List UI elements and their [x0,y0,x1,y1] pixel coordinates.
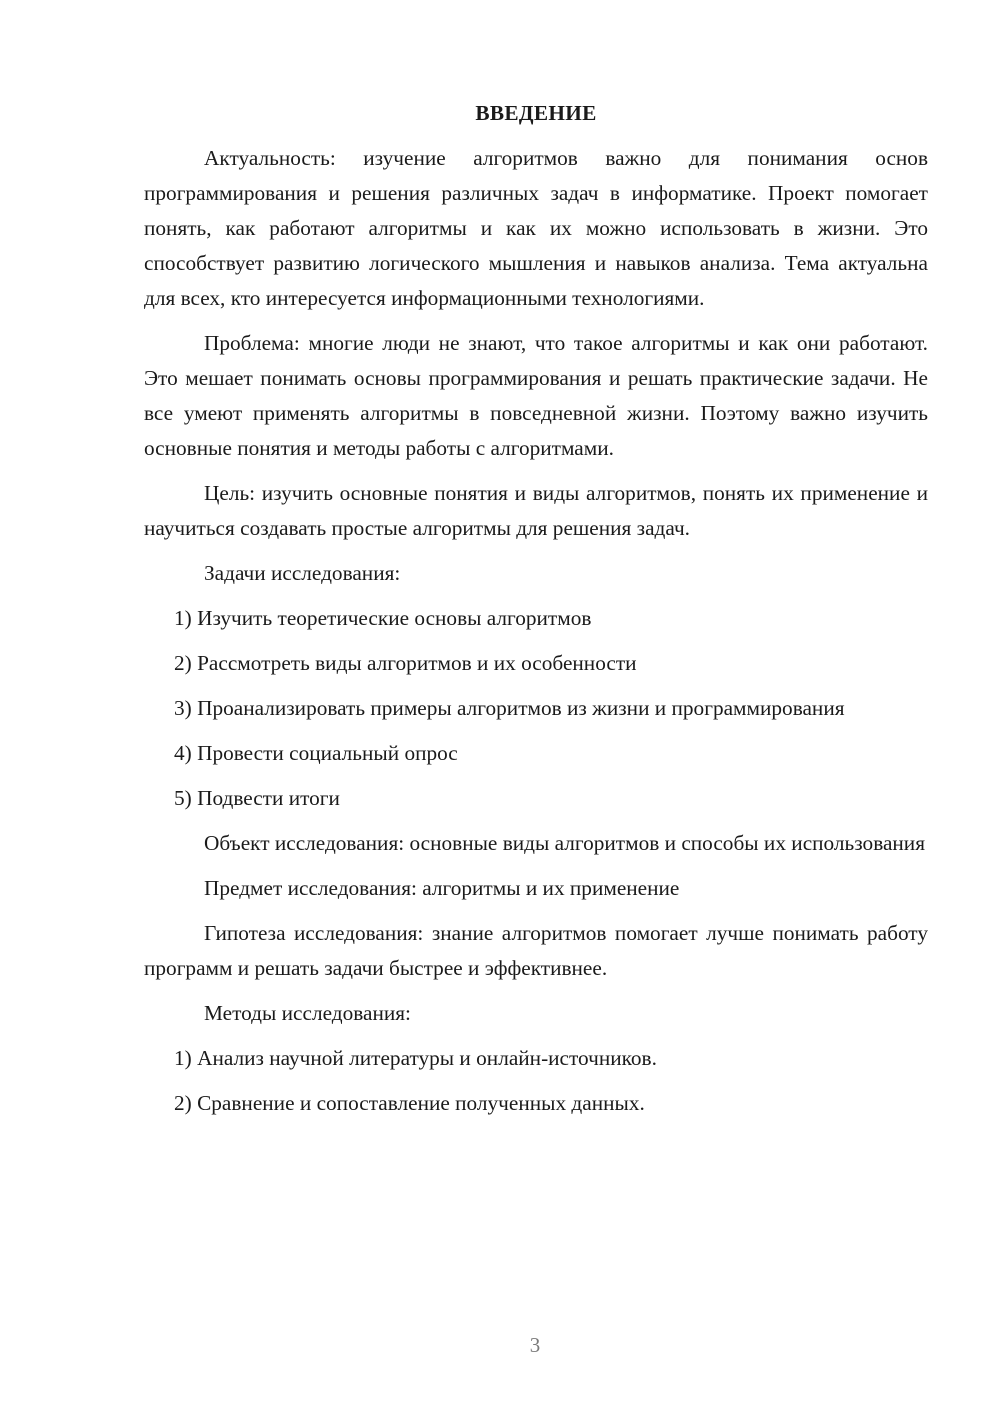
problem-paragraph: Проблема: многие люди не знают, что такое алгоритмы и как они работают. Это мешает понимать основы программирования и решать практические задачи. Не все умеют применять алгоритмы в повседневной жизни. Поэтому важно изучить основные понятия и методы работы с алгоритмами. [144,331,928,460]
method-item: 1) Анализ научной литературы и онлайн-источников. [174,1046,657,1070]
task-item: 1) Изучить теоретические основы алгоритмов [174,606,592,630]
page-number: 3 [529,1333,541,1357]
method-item: 2) Сравнение и сопоставление полученных данных. [174,1091,645,1115]
task-item: 4) Провести социальный опрос [174,741,458,765]
methods-heading: Методы исследования: [204,1001,411,1025]
hypothesis-paragraph: Гипотеза исследования: знание алгоритмов помогает лучше понимать работу программ и решать задачи быстрее и эффективнее. [144,921,928,980]
tasks-heading: Задачи исследования: [204,561,401,585]
goal-paragraph: Цель: изучить основные понятия и виды алгоритмов, понять их применение и научиться создавать простые алгоритмы для решения задач. [144,481,928,540]
section-title: ВВЕДЕНИЕ [475,101,597,125]
relevance-paragraph: Актуальность: изучение алгоритмов важно для понимания основ программирования и решения различных задач в информатике. Проект помогает понять, как работают алгоритмы и как их можно использовать в жизни. Это способствует развитию логического мышления и навыков анализа. Тема актуальна для всех, кто интересуется информационными технологиями. [144,146,928,310]
task-item: 2) Рассмотреть виды алгоритмов и их особенности [174,651,637,675]
page-content [144,96,928,1131]
task-item: 5) Подвести итоги [174,786,340,810]
subject-paragraph: Предмет исследования: алгоритмы и их применение [204,876,680,900]
task-item: 3) Проанализировать примеры алгоритмов из жизни и программирования [174,696,845,720]
object-paragraph: Объект исследования: основные виды алгоритмов и способы их использования [204,831,926,855]
